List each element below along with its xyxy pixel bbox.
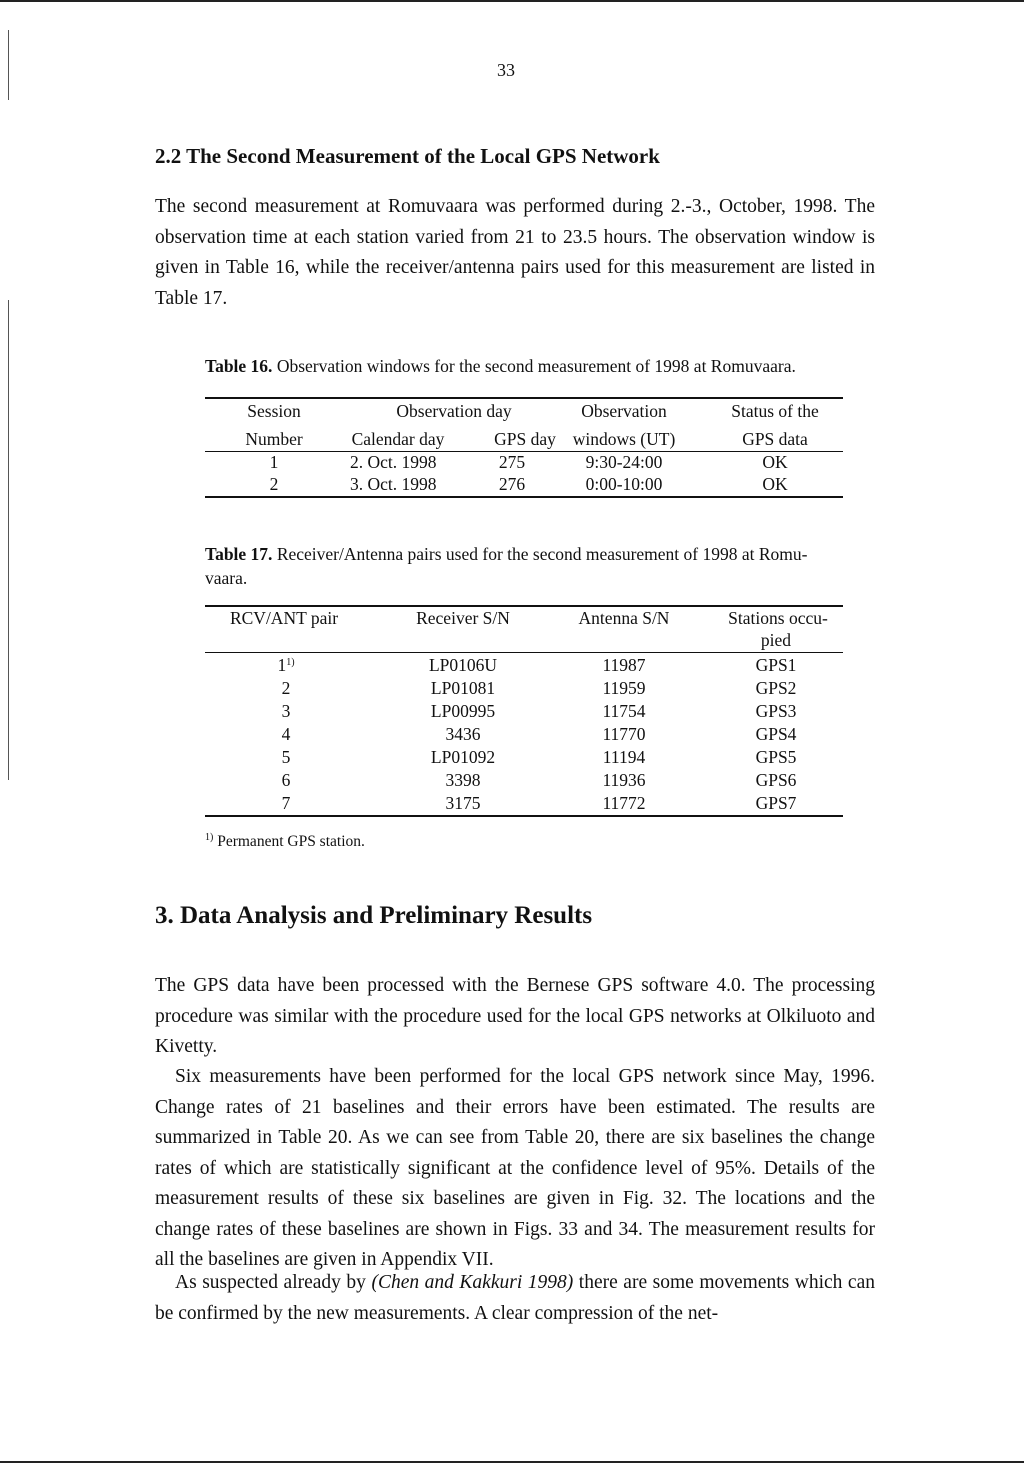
table16-cell: 3. Oct. 1998 <box>350 474 437 494</box>
paragraph-3-2: Six measurements have been performed for the local GPS network since May, 1996. Change rates of 21 baselines and their errors have been estimated. The results are summarized in Table 20. As we can see from Table 20, there are six baselines the change rates of which are statistically significant at the confidence level of 95%. Details of the measurement results of these six baselines are given in Fig. 32. The locations and the change rates of these baselines are shown in Figs. 33 and 34. The measurement results for all the baselines are given in Appendix VII. <box>155 1066 875 1270</box>
table17-cell: 5 <box>281 747 291 767</box>
table17-cell: 3436 <box>445 724 481 744</box>
table16-cell: 276 <box>498 474 526 494</box>
table17-cell: 7 <box>281 793 291 813</box>
table16-top-rule <box>205 397 843 399</box>
table17-cell: 6 <box>281 770 291 790</box>
footnote-marker: 1) <box>286 657 295 668</box>
table16-caption-text: Observation windows for the second measurement of 1998 at Romuvaara. <box>272 356 796 376</box>
table16-header-windows: windows (UT) <box>572 429 676 449</box>
table17-pair-number: 1 <box>277 655 287 675</box>
citation: (Chen and Kakkuri 1998) <box>371 1272 574 1293</box>
table17-caption-label: Table 17. <box>205 544 273 564</box>
table17-header-pair: RCV/ANT pair <box>229 608 339 628</box>
paragraph-3-3-pre: As suspected already by <box>175 1272 372 1293</box>
top-border <box>0 0 1024 2</box>
table16-bottom-rule <box>205 496 843 498</box>
section-heading-2-2: 2.2 The Second Measurement of the Local GPS Network <box>155 144 660 168</box>
table17-caption-line1: Receiver/Antenna pairs used for the second measurement of 1998 at Romu- <box>272 544 808 564</box>
table17-cell: LP01081 <box>430 678 496 698</box>
table16-header-session: Session <box>247 401 301 421</box>
page-number: 33 <box>497 60 515 80</box>
table17-cell: 11936 <box>602 770 646 790</box>
table17-cell: 11987 <box>602 655 646 675</box>
table17-cell: GPS4 <box>755 724 797 744</box>
table17-cell: 3398 <box>445 770 481 790</box>
table16-header-calendar-day: Calendar day <box>351 429 445 449</box>
table17-cell: LP01092 <box>430 747 496 767</box>
paragraph-3-3-post: there are some movements which can be confirmed by the new measurements. A clear compression of the net- <box>155 1272 875 1324</box>
table17-cell: GPS5 <box>755 747 797 767</box>
table17-cell: 11754 <box>602 701 646 721</box>
table16-cell: OK <box>762 452 788 472</box>
paragraph-3-3 <box>155 1268 875 1329</box>
table17-cell: 11959 <box>602 678 646 698</box>
footnote-text: Permanent GPS station. <box>213 833 365 850</box>
table16-caption <box>205 354 796 378</box>
table17-cell: LP0106U <box>428 655 498 675</box>
table17-cell: GPS1 <box>755 655 797 675</box>
scan-margin-mark <box>8 30 9 100</box>
table17-cell: 11770 <box>602 724 646 744</box>
table17-footnote <box>205 832 365 851</box>
table17-top-rule <box>205 605 843 607</box>
table16-cell: 0:00-10:00 <box>585 474 663 494</box>
table16-cell: OK <box>762 474 788 494</box>
table17-cell: LP00995 <box>430 701 496 721</box>
table17-cell: GPS7 <box>755 793 797 813</box>
table16-header-observation-day: Observation day <box>396 401 512 421</box>
table16-cell: 2 <box>269 474 279 494</box>
table16-header-status: Status of the <box>731 401 819 421</box>
table17-cell: 11194 <box>602 747 646 767</box>
table17-cell: 3 <box>281 701 291 721</box>
table16-cell: 275 <box>498 452 526 472</box>
paragraph-2-2: The second measurement at Romuvaara was performed during 2.-3., October, 1998. The observation time at each station varied from 21 to 23.5 hours. The observation window is given in Table 16, while the receiver/antenna pairs used for this measurement are listed in Table 17. <box>155 196 875 309</box>
table17-header-rule <box>205 652 843 653</box>
table16-header-observation: Observation <box>581 401 667 421</box>
table17-header-stations: Stations occu- <box>728 608 828 628</box>
table17-cell-pair <box>277 655 294 676</box>
scan-margin-mark <box>8 300 9 780</box>
table17-caption <box>205 542 845 590</box>
table16-header-gps-day: GPS day <box>494 429 556 449</box>
table17-bottom-rule <box>205 815 843 817</box>
table17-header-receiver: Receiver S/N <box>416 608 510 628</box>
table17-cell: 3175 <box>445 793 481 813</box>
table16-cell: 9:30-24:00 <box>585 452 663 472</box>
table16-cell: 1 <box>269 452 279 472</box>
table16-header-gps-data: GPS data <box>742 429 808 449</box>
table17-header-stations-cont: pied <box>760 630 792 650</box>
paragraph-3-1: The GPS data have been processed with the Bernese GPS software 4.0. The processing procedure was similar with the procedure used for the local GPS networks at Olkiluoto and Kivetty. <box>155 975 875 1057</box>
footnote-marker: 1) <box>205 832 214 843</box>
bottom-border <box>0 1461 1024 1463</box>
table16-header-number: Number <box>245 429 303 449</box>
table17-header-antenna: Antenna S/N <box>578 608 670 628</box>
table17-cell: 2 <box>281 678 291 698</box>
table17-cell: GPS2 <box>755 678 797 698</box>
table17-cell: GPS3 <box>755 701 797 721</box>
section-heading-3: 3. Data Analysis and Preliminary Results <box>155 902 593 929</box>
table17-cell: 11772 <box>602 793 646 813</box>
table16-cell: 2. Oct. 1998 <box>350 452 437 472</box>
table16-caption-label: Table 16. <box>205 356 273 376</box>
table17-cell: 4 <box>281 724 291 744</box>
table17-caption-line2: vaara. <box>205 568 248 588</box>
table17-cell: GPS6 <box>755 770 797 790</box>
